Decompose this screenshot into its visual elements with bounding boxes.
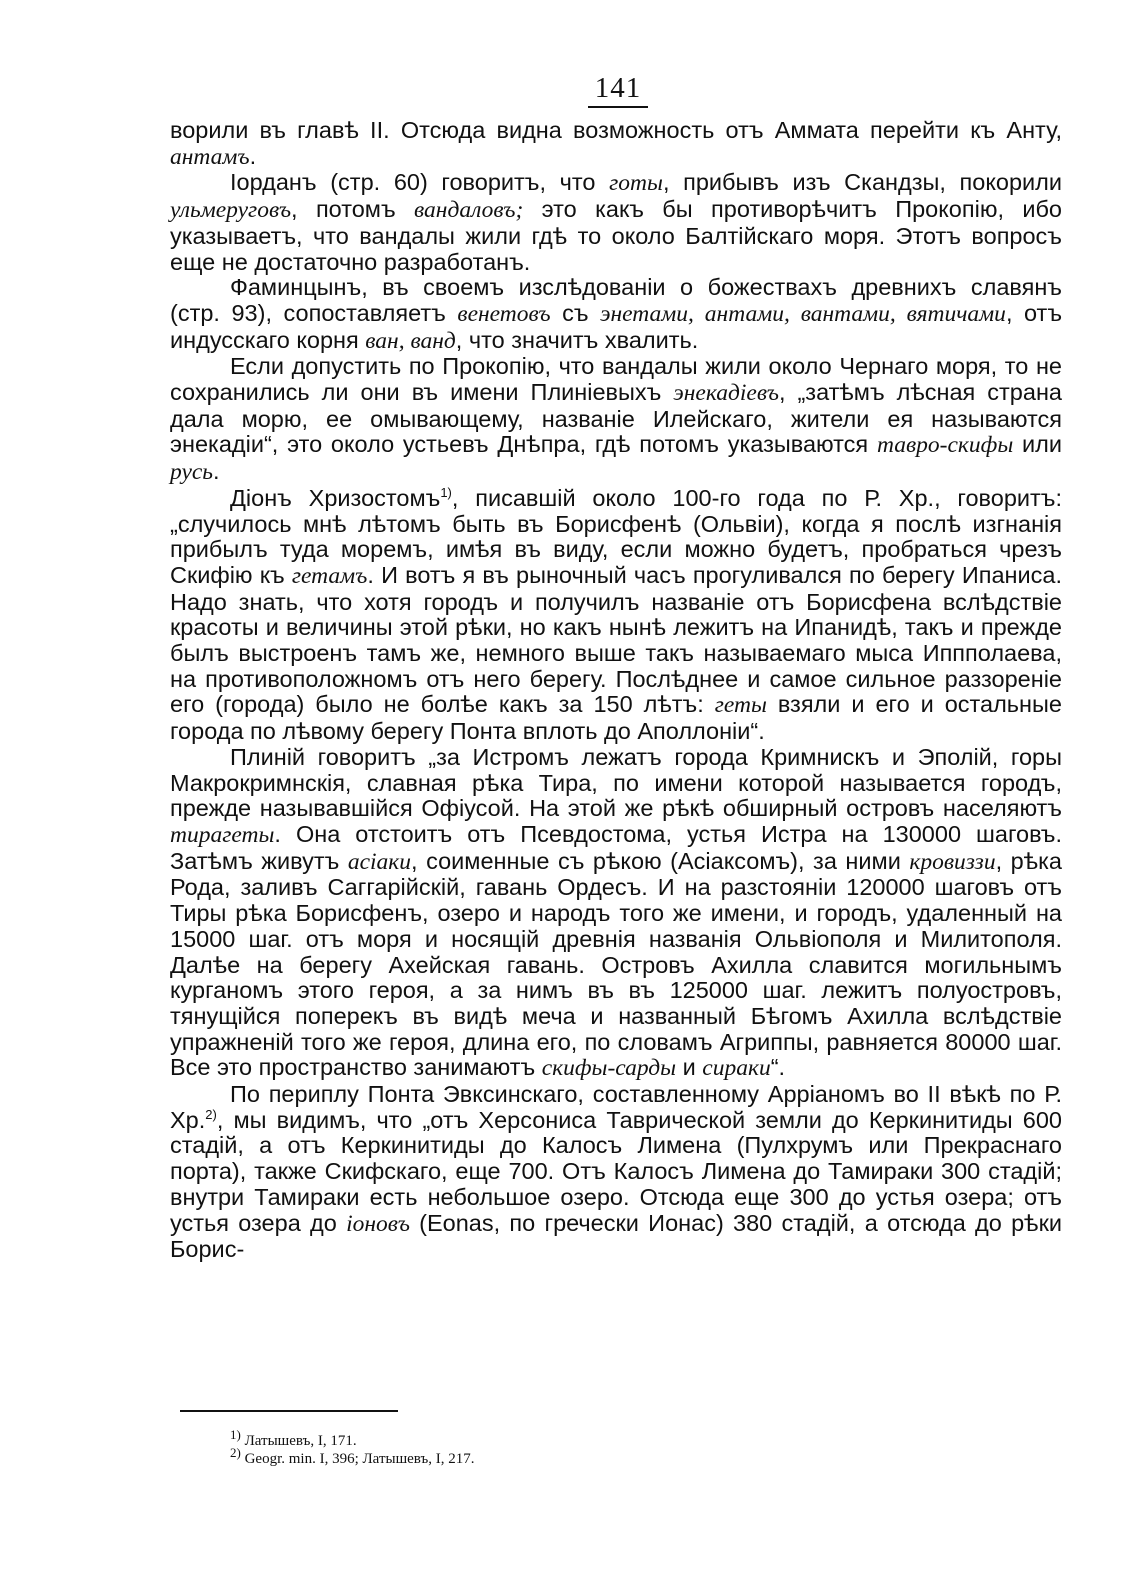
italic-term: асiаки <box>347 848 412 875</box>
text-run: или <box>1013 431 1062 458</box>
footnote-ref: 2) <box>205 1106 217 1122</box>
paragraph <box>170 118 1062 170</box>
text-run: . <box>249 142 257 169</box>
italic-term: скифы-сарды <box>541 1055 677 1082</box>
text-run: . И вотъ я въ рыночный часъ прогуливался по берегу Ипаниса. Надо знать, что хотя городъ и получилъ названiе отъ Борисфена вслѣдствiе красоты и величины этой рѣки, но какъ нынѣ лежитъ на Ипанидѣ, такъ и прежде былъ выстроенъ тамъ же, немного выше такъ называемаго мыса Иппполаева, на противоположномъ отъ него берегу. Послѣднее и самое сильное раззоренiе его (города) было не болѣе какъ за 150 лѣтъ: <box>170 561 1062 718</box>
text-run: (Eonas, по гречески Ионас) 380 стадiй, а отсюда до рѣки Борис- <box>170 1209 1062 1263</box>
text-run: , что значитъ хвалить. <box>455 326 699 353</box>
footnote-text: Латышевъ, I, 171. <box>240 1433 357 1449</box>
text-run: Iорданъ (стр. 60) говоритъ, что <box>230 169 610 196</box>
italic-term: кровиззи <box>909 848 996 875</box>
page-number: 141 <box>594 72 642 104</box>
text-run: это какъ бы противорѣчитъ Прокопiю, ибо указываетъ, что вандалы жили гдѣ то около Балтiйскаго моря. Этотъ вопросъ еще не достаточно разработанъ. <box>170 196 1062 275</box>
paragraph <box>170 275 1062 354</box>
italic-term: готы <box>609 170 663 197</box>
paragraph <box>170 170 1062 275</box>
paragraph <box>170 354 1062 486</box>
paragraph <box>170 1082 1062 1263</box>
footnote <box>230 1427 830 1450</box>
italic-term: русь <box>170 459 213 486</box>
footnote-text: Geogr. min. I, 396; Латышевъ, I, 217. <box>240 1451 475 1467</box>
text-run: , потомъ <box>291 196 415 223</box>
text-run: . Она отстоитъ отъ Псевдостома, устья Истра на 130000 шаговъ. Затѣмъ живутъ <box>170 820 1062 874</box>
italic-term: венетовъ <box>457 300 551 327</box>
text-run: , мы видимъ, что „отъ Херсониса Таврической земли до Керкинитиды 600 стадiй, а отъ Керкинитиды до Калосъ Лимена (Пулхрумъ или Прекраснаго порта), также Скифскаго, еще 700. Отъ Калосъ Лимена до Тамираки 300 стадiй; внутри Тамираки есть небольшое озеро. Отсюда еще 300 до устья озера; отъ устья озера до <box>170 1106 1062 1236</box>
text-run: Если допустить по Прокопiю, что вандалы жили около Чернаго моря, то не сохранились ли они въ имени Плинiевыхъ <box>170 353 1062 406</box>
italic-term: ван, ванд <box>365 327 456 354</box>
italic-term: геты <box>714 692 767 719</box>
text-run: , прибывъ изъ Скандзы, покорили <box>662 169 1062 196</box>
text-run: , отъ индусскаго корня <box>170 299 1063 353</box>
text-run: , „затѣмъ лѣсная страна дала морю, ее омывающему, названiе Илейскаго, жители ея называются энекадiи“, это около устьевъ Днѣпра, гдѣ потомъ указываются <box>170 379 1062 458</box>
italic-term: антамъ <box>170 143 250 170</box>
text-run: . <box>213 458 220 485</box>
italic-term: ульмеруговъ <box>170 197 292 224</box>
footnotes <box>230 1427 830 1468</box>
paragraph <box>170 486 1062 745</box>
text-run: ворили въ главѣ II. Отсюда видна возможность отъ Аммата перейти къ Анту, <box>170 117 1062 143</box>
text-run: , рѣка Рода, заливъ Саггарiйскiй, гавань Ордесъ. И на разстоянiи 120000 шаговъ отъ Тиры рѣка Борисфенъ, озеро и народъ того же имени, и городъ, удаленный на 15000 шаг. отъ моря и носящiй древнiя названiя Ольвiополя и Милитополя. Далѣе на берегу Ахейская гавань. Островъ Ахилла славится могильнымъ курганомъ этого героя, а за нимъ въ въ 125000 шаг. лежитъ полуостровъ, тянущiйся поперекъ въ видѣ меча и названный Бѣгомъ Ахилла вслѣдствiе упражненiй того же героя, длина его, по словамъ Агриппы, равняется 80000 шаг. Все это пространство занимаютъ <box>170 847 1062 1081</box>
text-run: съ <box>550 299 601 326</box>
text-run: взяли и его и остальные города по лѣвому берегу Понта вплоть до Аполлонiи“. <box>170 691 1062 745</box>
body-text <box>170 118 1062 1263</box>
italic-term: энекадiевъ <box>673 380 779 407</box>
text-run: Дiонъ Хризостомъ <box>230 484 441 511</box>
text-run: Плинiй говоритъ „за Истромъ лежатъ города Кримнискъ и Эполiй, горы Макрокримнскiя, славная рѣка Тира, по имени которой называется городъ, прежде называвшiйся Офiусой. На этой же рѣкѣ обширный островъ населяютъ <box>170 743 1062 822</box>
footnote-mark: 1) <box>230 1427 241 1442</box>
text-run: и <box>676 1054 703 1081</box>
italic-term: энетами, антами, вантами, вятичами <box>600 300 1006 327</box>
text-run: , писавшiй около 100-го года по Р. Хр., говоритъ: „случилось мнѣ лѣтомъ быть въ Борисфенѣ (Ольвiи), когда я послѣ изгнанiя прибылъ туда моремъ, имѣя въ виду, если можно будетъ, пробраться чрезъ Скифiю къ <box>170 484 1062 588</box>
footnote-ref: 1) <box>440 485 452 501</box>
text-run: , соименные съ рѣкою (Асiаксомъ), за ними <box>411 847 910 874</box>
italic-term: сираки <box>702 1055 771 1082</box>
footnote <box>230 1445 830 1468</box>
footnote-mark: 2) <box>230 1445 241 1460</box>
text-run: Фаминцынъ, въ своемъ изслѣдованiи о божествахъ древнихъ славянъ (стр. 93), сопоставляетъ <box>170 274 1062 326</box>
paragraph <box>170 745 1062 1082</box>
text-run: По периплу Понта Эвксинскаго, составленному Аррiаномъ во II вѣкѣ по Р. Хр. <box>170 1081 1062 1133</box>
italic-term: гетамъ <box>291 562 368 589</box>
italic-term: тирагеты <box>170 821 275 848</box>
italic-term: тавро-скифы <box>876 432 1014 459</box>
italic-term: вандаловъ; <box>414 197 524 224</box>
page-number-rule <box>588 106 648 108</box>
footnote-separator <box>180 1410 398 1412</box>
italic-term: iоновъ <box>346 1210 410 1237</box>
text-run: “. <box>770 1054 786 1081</box>
